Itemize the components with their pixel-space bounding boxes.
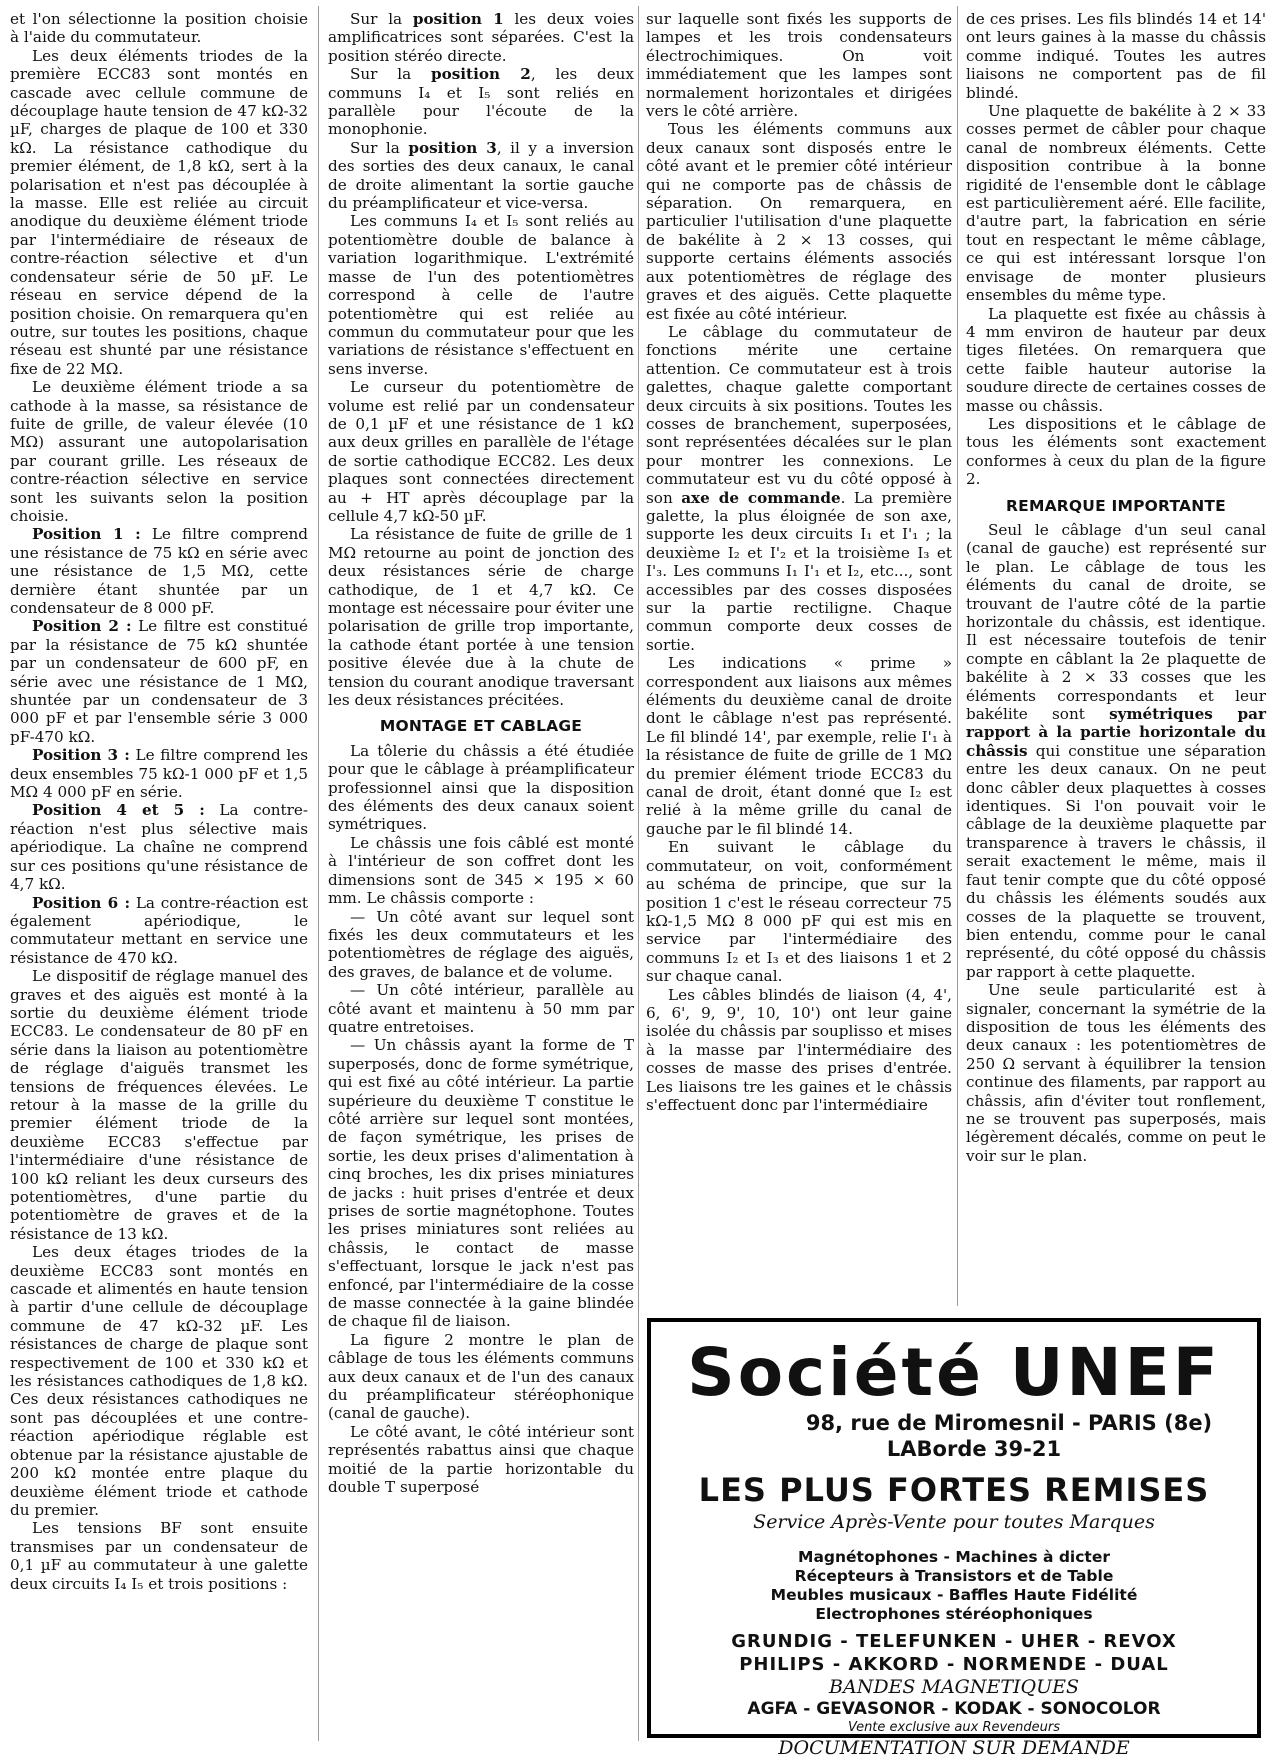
paragraph-text: Les dispositions et le câblage de tous les éléments sont exactement conformes à ceux du plan de la figure 2. <box>966 414 1266 489</box>
ad-service: Service Après-Vente pour toutes Marques <box>753 1511 1155 1533</box>
paragraph-text: qui constitue une séparation entre les deux canaux. On ne peut donc câbler deux plaquettes à cosses identiques. Si l'on pouvait voir le câblage de la deuxième plaquette par transparence à travers le châssis, il serait exactement le même, mais il faut tenir compte que du côté opposé du châssis les éléments soudés aux cosses de la plaquette se trouvent, bien entendu, comme pour le canal représenté, du côté opposé du châssis par rapport à cette plaquette. <box>966 741 1266 981</box>
column-rule <box>318 6 319 1741</box>
paragraph <box>328 10 634 65</box>
paragraph <box>10 746 308 801</box>
paragraph <box>328 1423 634 1497</box>
unef-advertisement <box>647 1318 1261 1759</box>
article-column-2 <box>328 10 634 1497</box>
inline-emphasis: position 3 <box>408 138 497 157</box>
paragraph-text: La figure 2 montre le plan de câblage de tous les éléments communs aux deux canaux et de l'un des canaux du préamplificateur stéréophonique (canal de gauche). <box>328 1330 634 1423</box>
paragraph-text: Le filtre comprend une résistance de 75 kΩ en série avec une résistance de 1,5 MΩ, cette dernière étant shuntée par un condensateur de 8 000 pF. <box>10 525 308 617</box>
ad-company-name: Société UNEF <box>687 1334 1221 1411</box>
paragraph <box>646 120 952 322</box>
paragraph-text: de ces prises. Les fils blindés 14 et 14' ont leurs gaines à la masse du châssis comme indiqué. Toutes les autres liaisons ne comportent pas de fil blindé. <box>966 10 1266 102</box>
paragraph-text: Sur la <box>350 10 413 28</box>
paragraph-text: La contre-réaction n'est plus sélective mais apériodique. La chaîne ne comprend sur ces positions qu'une résistance de 4,7 kΩ. <box>10 801 308 894</box>
paragraph-text: — Un châssis ayant la forme de T superposés, donc de forme symétrique, qui est fixé au côté intérieur. La partie supérieure du deuxième T constitue le côté arrière sur lequel sont montées, de façon symétrique, les prises de sortie, les deux prises d'alimentation à cinq broches, les dix prises miniatures de jacks : huit prises d'entrée et deux prises de sortie magnétophone. Toutes les prises miniatures sont reliées au châssis, le contact de masse s'effectuant, lorsque le jack n'est pas enfoncé, par l'intermédiaire de la cosse de masse connectée à la gaine blindée de chaque fil de liaison. <box>328 1036 634 1331</box>
paragraph-text: Les câbles blindés de liaison (4, 4', 6, 6', 9, 9', 10, 10') ont leur gaine isolée du châssis par souplisso et mises à la masse par l'intermédiaire des cosses de masse des prises d'entrée. Les liaisons tre les gaines et le châssis s'effectuent donc par l'intermédiaire <box>646 985 952 1114</box>
paragraph-text: Sur la <box>350 138 409 157</box>
paragraph <box>10 1519 308 1593</box>
ad-product-line: Récepteurs à Transistors et de Table <box>794 1567 1114 1585</box>
paragraph <box>966 415 1266 489</box>
paragraph <box>328 981 634 1036</box>
ad-phone: LABorde 39-21 <box>886 1437 1062 1461</box>
paragraph-text: Les indications « prime » correspondent aux liaisons aux mêmes éléments du deuxième canal de droite dont le câblage n'est pas représenté. Le fil blindé 14', par exemple, relie I'₁ à la résistance de fuite de grille de 1 MΩ du premier élément triode ECC83 du canal de droit, étant donné que I₂ est relié à la même grille du canal de gauche par le fil blindé 14. <box>646 654 952 838</box>
paragraph <box>966 102 1266 304</box>
section-heading: REMARQUE IMPORTANTE <box>1006 496 1226 515</box>
inline-label: Position 6 : <box>32 893 131 912</box>
ad-product-line: Magnétophones - Machines à dicter <box>798 1548 1110 1566</box>
paragraph <box>10 525 308 617</box>
paragraph <box>966 521 1266 981</box>
paragraph <box>328 378 634 525</box>
inline-label: Position 2 : <box>32 617 132 636</box>
paragraph <box>10 10 308 47</box>
paragraph-text: En suivant le câblage du commutateur, on voit, conformément au schéma de principe, que sur la position 1 c'est le réseau correcteur 75 kΩ-1,5 MΩ 8 000 pF qui est mis en service par l'intermédiaire des communs I₂ et I₃ et des liaisons 1 et 2 sur chaque canal. <box>646 838 952 986</box>
paragraph-text: les deux voies amplificatrices sont séparées. C'est la position stéréo directe. <box>328 10 635 65</box>
paragraph <box>10 801 308 893</box>
paragraph <box>328 908 634 982</box>
paragraph-text: La tôlerie du châssis a été étudiée pour que le câblage à préamplificateur professionnel ainsi que la disposition des éléments des deux canaux soient symétriques. <box>328 741 634 834</box>
inline-emphasis: axe de commande <box>681 488 841 507</box>
ad-exclusive-note: Vente exclusive aux Revendeurs <box>847 1720 1061 1735</box>
inline-emphasis: position 2 <box>430 65 531 84</box>
paragraph-text: Les deux étages triodes de la deuxième ECC83 sont montés en cascade et alimentés en haute tension à partir d'une cellule de découplage commune de 47 kΩ-32 µF. Les résistances de charge de plaque sont respectivement de 100 et 330 kΩ et les résistances cathodiques de 1,8 kΩ. Ces deux résistances cathodiques ne sont pas découplées et une contre-réaction apériodique réglable est obtenue par la résistance ajustable de 200 kΩ montée entre plaque du deuxième élément triode et cathode du premier. <box>10 1243 308 1519</box>
paragraph-text: Le côté avant, le côté intérieur sont représentés rabattus ainsi que chaque moitié de la partie horizontable du double T superposé <box>328 1422 634 1497</box>
paragraph-text: Les deux éléments triodes de la première ECC83 sont montés en cascade avec cellule commune de découplage haute tension de 47 kΩ-32 µF, charges de plaque de 100 et 330 kΩ. La résistance cathodique du premier élément, de 1,8 kΩ, sert à la polarisation et n'est pas découplée à la masse. Elle est reliée au circuit anodique du deuxième élément triode par l'intermédiaire de réseaux de contre-réaction sélective et d'un condensateur série de 50 µF. Le réseau en service dépend de la position choisie. On remarquera qu'en outre, sur toutes les positions, chaque réseau est shunté par une résistance fixe de 22 MΩ. <box>10 46 308 378</box>
paragraph-text: Le deuxième élément triode a sa cathode à la masse, sa résistance de fuite de grille, de valeur élevée (10 MΩ) assurant une autopolarisation par courant grille. Les réseaux de contre-réaction sélective en service sont les suivants selon la position choisie. <box>10 378 308 525</box>
paragraph-text: Les tensions BF sont ensuite transmises par un condensateur de 0,1 µF au commutateur à une galette deux circuits I₄ I₅ et trois positions : <box>10 1519 308 1593</box>
paragraph <box>328 742 634 834</box>
ad-products <box>651 1548 1257 1624</box>
paragraph <box>646 654 952 838</box>
paragraph <box>646 323 952 654</box>
paragraph <box>646 838 952 985</box>
paragraph-text: Sur la <box>350 65 431 84</box>
paragraph <box>328 525 634 709</box>
paragraph-text: La contre-réaction est également apériodique, le commutateur mettant en service une résistance de 470 kΩ. <box>10 893 309 967</box>
paragraph <box>10 47 308 378</box>
ad-brand-line: GRUNDIG - TELEFUNKEN - UHER - REVOX <box>731 1631 1177 1652</box>
inline-label: Position 1 : <box>32 525 141 544</box>
paragraph-text: Le filtre est constitué par la résistance de 75 kΩ shuntée par un condensateur de 600 pF, en série avec une résistance de 1 MΩ, shuntée par un condensateur de 3 000 pF et par l'ensemble série 3 000 pF-470 kΩ. <box>10 617 308 746</box>
column-rule <box>638 6 639 1741</box>
paragraph <box>328 65 634 139</box>
paragraph <box>328 1331 634 1423</box>
paragraph-text: sur laquelle sont fixés les supports de lampes et les trois condensateurs électrochimiques. On voit immédiatement que les lampes sont normalement horizontales et dirigées vers le côté arrière. <box>646 10 952 121</box>
paragraph-text: Le câblage du commutateur de fonctions mérite une certaine attention. Ce commutateur est à trois galettes, chaque galette comportant deux circuits à six positions. Toutes les cosses de branchement, superposées, sont représentées décalées sur le plan pour montrer les connexions. Le commutateur est vu du côté opposé à son <box>646 322 952 507</box>
paragraph-text: Une seule particularité est à signaler, concernant la symétrie de la disposition de tous les éléments des deux canaux : les potentiomètres de 250 Ω servant à équilibrer la tension continue des filaments, par rapport au châssis, afin d'éviter tout ronflement, ne se trouvent pas superposés, mais légèrement décalés, comme on peut le voir sur le plan. <box>966 981 1266 1165</box>
paragraph <box>966 981 1266 1165</box>
article-column-3 <box>646 10 952 1114</box>
paragraph <box>10 894 308 968</box>
paragraph-text: — Un côté avant sur lequel sont fixés les deux commutateurs et les potentiomètres de réglage des aiguës, des graves, de balance et de volume. <box>328 907 634 981</box>
paragraph-text: La plaquette est fixée au châssis à 4 mm environ de hauteur par deux tiges filetées. On remarquera que cette faible hauteur autorise la soudure directe de certaines cosses de masse ou châssis. <box>966 304 1266 415</box>
article-column-1 <box>10 10 308 1593</box>
paragraph <box>10 617 308 746</box>
paragraph-text: Seul le câblage d'un seul canal (canal de gauche) est représenté sur le plan. Le câblage de tous les éléments du canal de droite, se trouvant de l'autre côté de la partie horizontale du châssis, est identique. Il est nécessaire toutefois de tenir compte en câblant la 2e plaquette de bakélite à 2 × 33 cosses que les éléments correspondants et leur bakélite sont <box>966 520 1266 724</box>
paragraph <box>966 10 1266 102</box>
inline-label: Position 4 et 5 : <box>32 801 205 820</box>
ad-brands <box>651 1630 1257 1676</box>
paragraph-text: . La première galette, la plus éloignée de son axe, supporte les deux circuits I₁ et I'₁ ; la deuxième I₂ et I'₂ et la troisième I₃ et I'₃. Les communs I₁ I'₁ et I₂, etc..., sont accessibles par des cosses disposées sur la partie rectiligne. Chaque commun comporte deux cosses de sortie. <box>646 488 952 654</box>
paragraph-text: — Un côté intérieur, parallèle au côté avant et maintenu à 50 mm par quatre entretoises. <box>328 981 634 1036</box>
paragraph-text: Le dispositif de réglage manuel des graves et des aiguës est monté à la sortie du deuxième élément triode ECC83. Le condensateur de 80 pF en série dans la liaison au potentiomètre de réglage d'aiguës transmet les tensions de fréquences élevées. Le retour à la masse de la grille du premier élément triode de la deuxième ECC83 s'effectue par l'intermédiaire d'une résistance de 100 kΩ reliant les deux curseurs des potentiomètres, d'une partie du potentiomètre de graves et de la résistance de 13 kΩ. <box>10 967 308 1243</box>
paragraph <box>966 305 1266 415</box>
column-rule <box>957 6 958 1306</box>
paragraph <box>10 967 308 1243</box>
paragraph <box>328 834 634 908</box>
paragraph-text: Le curseur du potentiomètre de volume est relié par un condensateur de 0,1 µF et une résistance de 1 kΩ aux deux grilles en parallèle de l'étage de sortie cathodique ECC82. Les deux plaques sont connectées directement au + HT après découplage par la cellule 4,7 kΩ-50 µF. <box>328 378 634 525</box>
inline-label: Position 3 : <box>32 746 130 765</box>
ad-brand-line: PHILIPS - AKKORD - NORMENDE - DUAL <box>739 1654 1169 1675</box>
paragraph <box>646 10 952 120</box>
paragraph-text: Les communs I₄ et I₅ sont reliés au potentiomètre double de balance à variation logarithmique. L'extrémité masse de l'un des potentiomètres correspond à celle de l'autre potentiomètre qui est reliée au commun du commutateur pour que les variations de résistance s'effectuent en sens inverse. <box>328 212 634 378</box>
paragraph-text: Le filtre comprend les deux ensembles 75 kΩ-1 000 pF et 1,5 MΩ 4 000 pF en série. <box>10 746 309 802</box>
ad-tape-brands: AGFA - GEVASONOR - KODAK - SONOCOLOR <box>747 1699 1161 1719</box>
ad-documentation: DOCUMENTATION SUR DEMANDE <box>778 1737 1130 1759</box>
paragraph-text: Le châssis une fois câblé est monté à l'intérieur de son coffret dont les dimensions sont de 345 × 195 × 60 mm. Le châssis comporte : <box>328 833 634 908</box>
paragraph-text: Tous les éléments communs aux deux canaux sont disposés entre le côté avant et le premier côté intérieur qui ne comporte pas de châssis de séparation. On remarquera, en particulier l'utilisation d'une plaquette de bakélite à 2 × 13 cosses, qui supporte certains éléments associés aux potentiomètres de réglage des graves et des aiguës. Cette plaquette est fixée au côté intérieur. <box>646 120 952 323</box>
paragraph <box>328 212 634 378</box>
section-heading: MONTAGE ET CABLAGE <box>379 717 583 736</box>
paragraph <box>328 1036 634 1331</box>
paragraph <box>328 139 634 213</box>
inline-emphasis: position 1 <box>412 10 504 28</box>
article-column-4 <box>966 10 1266 1165</box>
paragraph <box>10 378 308 525</box>
paragraph-text: , il y a inversion des sorties des deux canaux, le canal de droite alimentant la sortie gauche du préamplificateur et vice-versa. <box>328 138 635 213</box>
paragraph-text: La résistance de fuite de grille de 1 MΩ retourne au point de jonction des deux résistances série de charge cathodique, de 1 et 4,7 kΩ. Ce montage est nécessaire pour éviter une polarisation de grille trop importante, la cathode étant portée à une tension positive élevée due à la chute de tension du courant anodique traversant les deux résistances précitées. <box>328 525 634 710</box>
ad-promo: LES PLUS FORTES REMISES <box>698 1471 1210 1509</box>
ad-tapes-title: BANDES MAGNETIQUES <box>829 1676 1079 1698</box>
ad-product-line: Electrophones stéréophoniques <box>815 1605 1093 1623</box>
paragraph <box>646 986 952 1115</box>
paragraph-text: , les deux communs I₄ et I₅ sont reliés en parallèle pour l'écoute de la monophonie. <box>328 65 635 139</box>
paragraph-text: Une plaquette de bakélite à 2 × 33 cosses permet de câbler pour chaque canal de nombreux éléments. Cette disposition contribue à la bonne rigidité de l'ensemble dont le câblage est particulièrement aéré. Elle facilite, d'autre part, la fabrication en série tout en respectant le même câblage, ce qui est intéressant lorsque l'on envisage de monter plusieurs ensembles du même type. <box>966 102 1266 305</box>
inline-emphasis: symétriques par rapport à la partie horizontale du châssis <box>966 705 1266 760</box>
paragraph <box>10 1243 308 1519</box>
paragraph-text: et l'on sélectionne la position choisie à l'aide du commutateur. <box>10 10 308 47</box>
ad-product-line: Meubles musicaux - Baffles Haute Fidélité <box>770 1586 1138 1604</box>
ad-address: 98, rue de Miromesnil - PARIS (8e) <box>805 1411 1213 1435</box>
